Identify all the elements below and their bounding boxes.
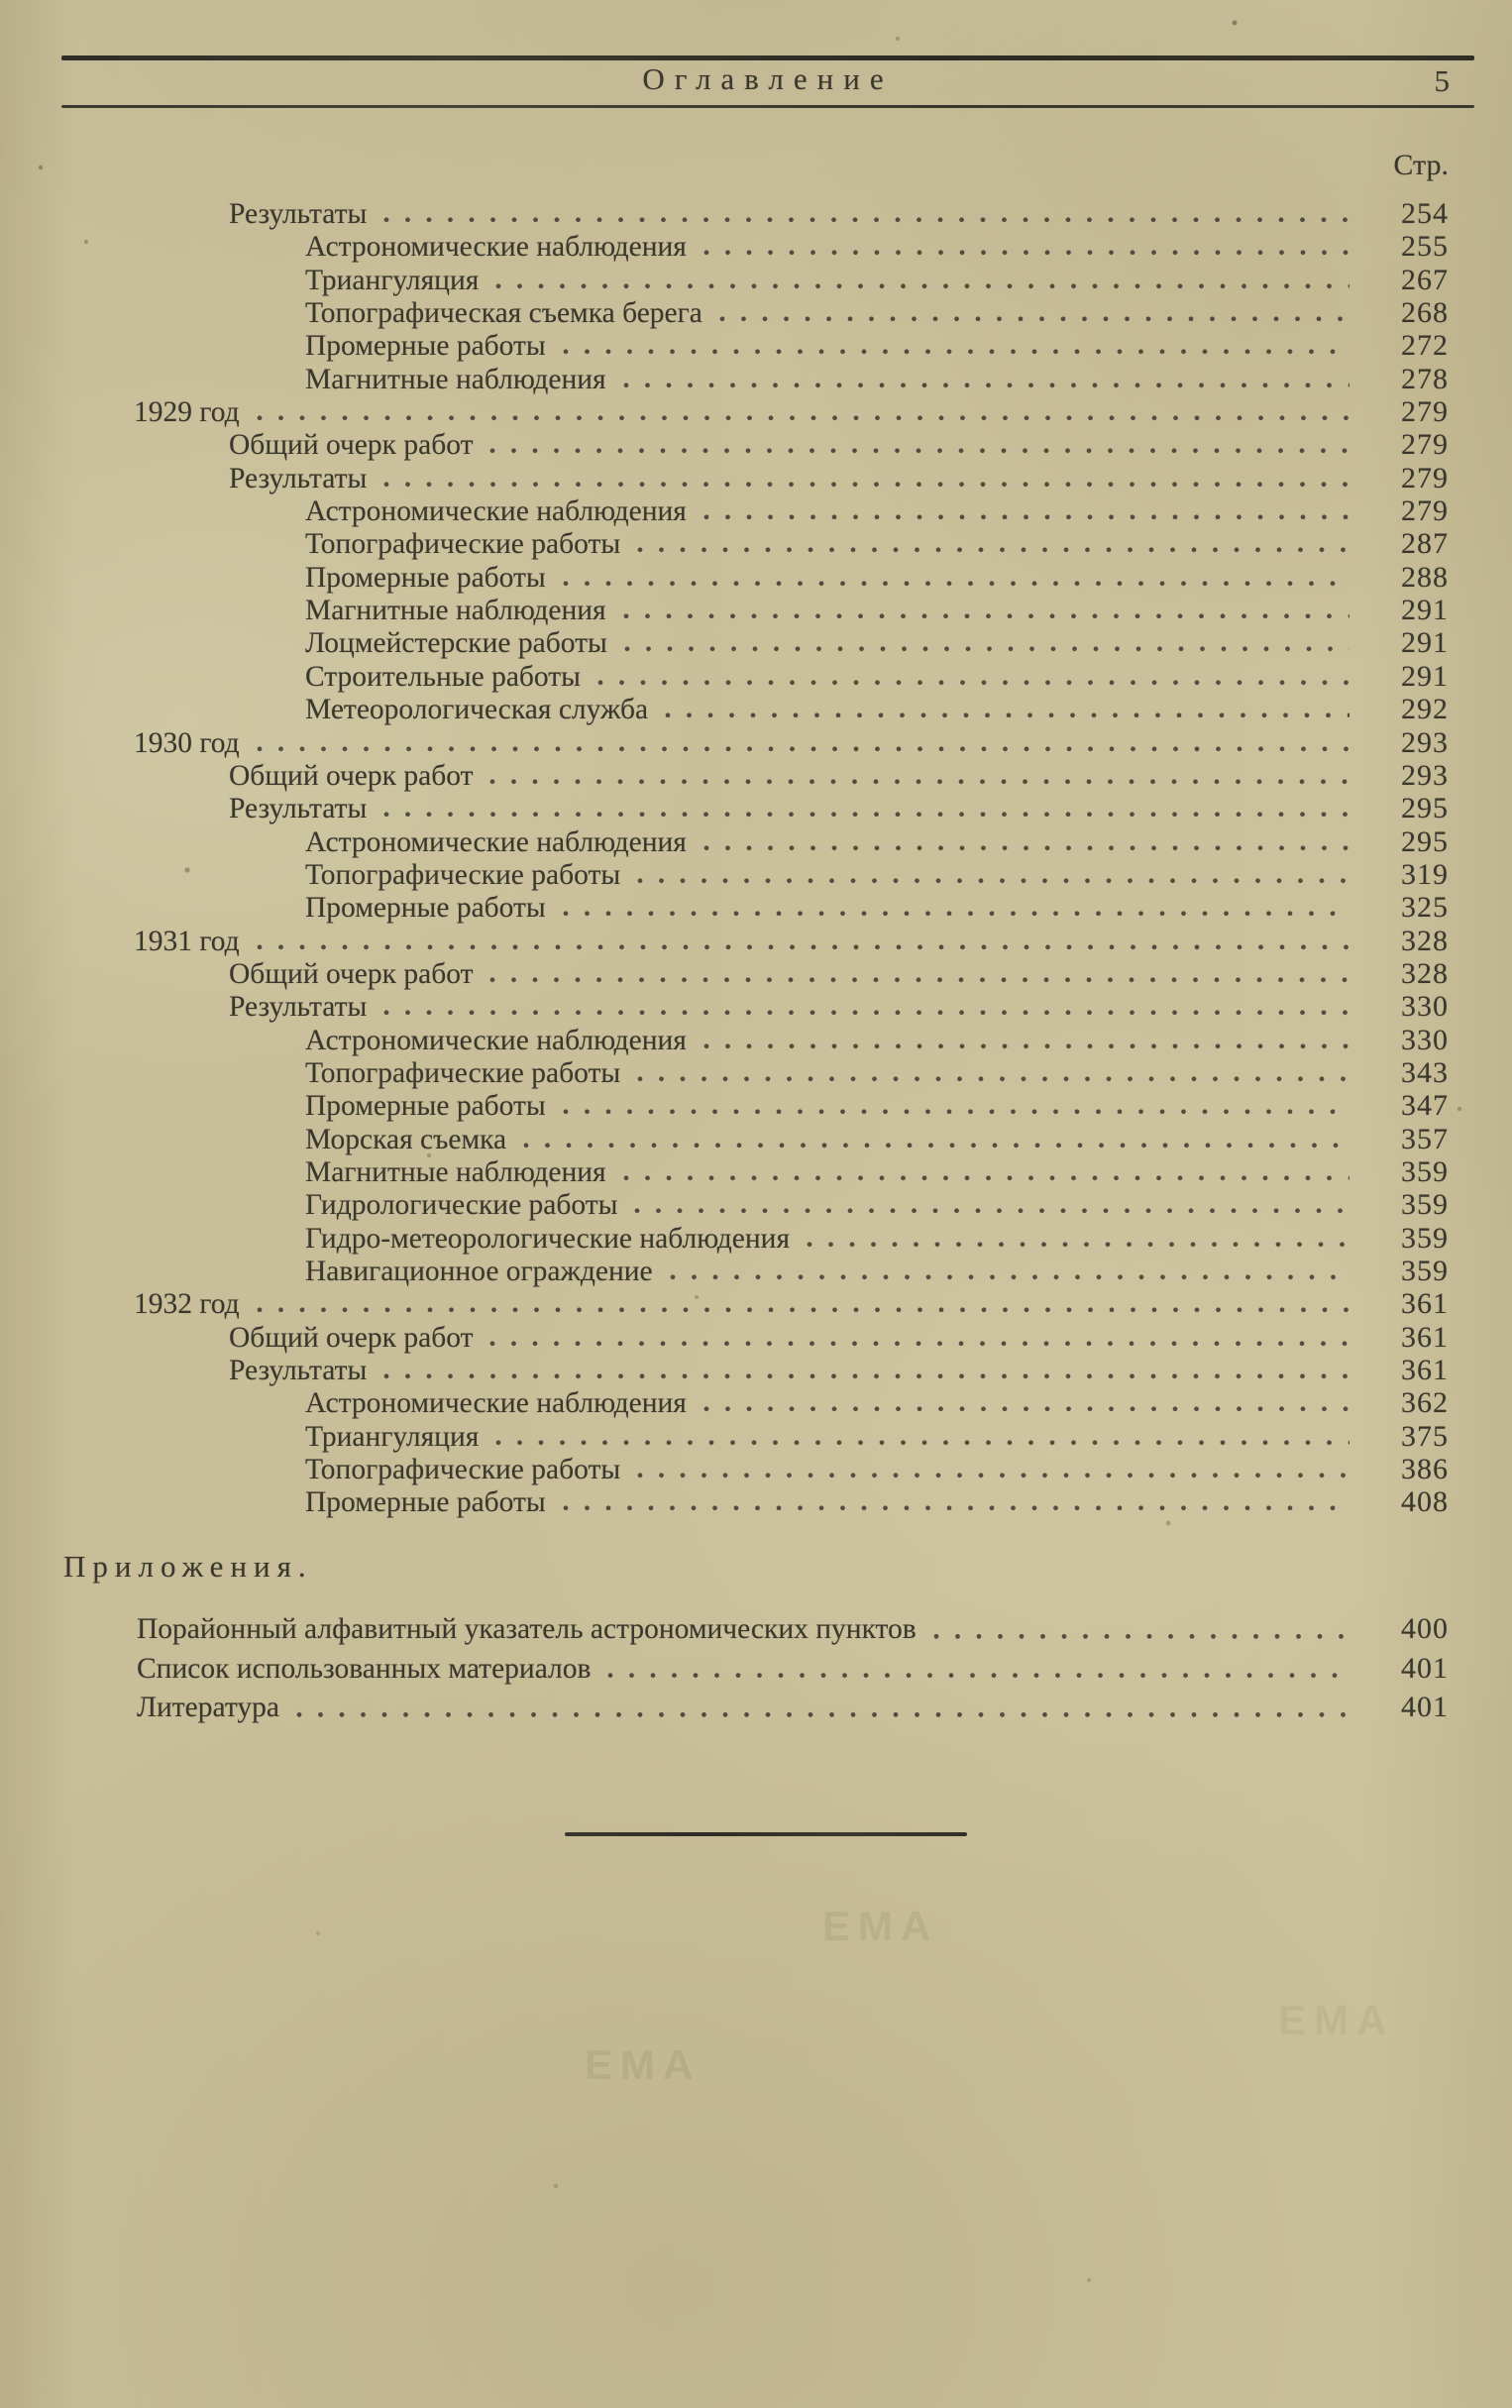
toc-entry-label: Общий очерк работ [229, 957, 474, 990]
dot-leader [483, 759, 1350, 792]
toc-row [0, 792, 1449, 824]
page-number: 5 [1434, 63, 1451, 98]
dot-leader [617, 626, 1350, 659]
dot-leader [250, 1287, 1350, 1320]
dot-leader [488, 264, 1350, 296]
toc-entry-label: Магнитные наблюдения [305, 595, 606, 627]
toc-entry-page: 293 [1401, 758, 1449, 792]
toc-row [0, 230, 1449, 263]
toc-entry-page: 293 [1401, 725, 1449, 759]
toc-entry-page: 401 [1401, 1651, 1449, 1685]
toc-row [0, 825, 1449, 858]
dot-leader [483, 957, 1350, 990]
toc-entry-page: 325 [1401, 891, 1449, 925]
toc-entry-label: Промерные работы [305, 330, 546, 363]
toc-entry-page: 401 [1401, 1691, 1449, 1723]
toc-row [0, 264, 1449, 296]
toc-entry-label: Промерные работы [305, 561, 546, 594]
toc-entry-page: 272 [1401, 329, 1449, 363]
toc-entry-page: 330 [1401, 990, 1449, 1024]
dot-leader [697, 1386, 1350, 1419]
dot-leader [250, 395, 1350, 428]
toc-entry-label: Общий очерк работ [229, 759, 474, 792]
toc-row [0, 561, 1449, 594]
toc-row [0, 858, 1449, 891]
toc-entry-page: 343 [1401, 1055, 1449, 1089]
toc-entry-label: Гидро-метеорологические наблюдения [305, 1222, 791, 1255]
paper-watermark: ЕМА [585, 2041, 702, 2088]
toc-entry-page: 292 [1401, 693, 1449, 726]
dot-leader [591, 660, 1350, 693]
toc-entry-page: 359 [1401, 1221, 1449, 1255]
toc-row [0, 891, 1449, 924]
toc-entry-label: Магнитные наблюдения [305, 1155, 606, 1188]
dot-leader [483, 1321, 1350, 1354]
toc-row [0, 925, 1449, 957]
dot-leader [630, 1453, 1350, 1485]
toc-row [0, 726, 1449, 759]
toc-row [0, 1321, 1449, 1354]
dot-leader [556, 1089, 1350, 1122]
dot-leader [697, 1024, 1350, 1056]
toc-entry-page: 386 [1401, 1453, 1449, 1486]
toc-entry-page: 362 [1401, 1386, 1449, 1420]
toc-entry-page: 255 [1401, 230, 1449, 264]
dot-leader [556, 1485, 1350, 1518]
dot-leader [658, 693, 1350, 725]
toc-row [0, 626, 1449, 659]
dot-leader [697, 494, 1350, 527]
dot-leader [627, 1188, 1350, 1221]
toc-entry-page: 295 [1401, 824, 1449, 858]
toc-row [0, 363, 1449, 395]
toc-entry-label: Результаты [229, 793, 368, 825]
dot-leader [663, 1255, 1350, 1287]
dot-leader [712, 296, 1350, 329]
toc-entry-label: Результаты [229, 198, 368, 230]
toc-entry-label: Порайонный алфавитный указатель астрономических пунктов [137, 1613, 917, 1645]
toc-row [0, 1485, 1449, 1518]
toc-entry-label: 1931 год [134, 925, 240, 957]
toc-entry-label: Навигационное ограждение [305, 1256, 653, 1287]
toc-entry-page: 279 [1401, 461, 1449, 494]
toc-entry-label: Строительные работы [305, 660, 581, 693]
toc-row [0, 1222, 1449, 1255]
paper-watermark: ЕМА [822, 1903, 939, 1949]
toc-row [0, 1255, 1449, 1287]
toc-row [0, 759, 1449, 792]
toc-entry-label: Результаты [229, 991, 368, 1024]
toc-row [0, 1024, 1449, 1056]
dot-leader [377, 990, 1350, 1023]
dot-leader [556, 329, 1350, 362]
toc-row [0, 1453, 1449, 1485]
toc-entry-label: Результаты [229, 1355, 368, 1387]
dot-leader [377, 792, 1350, 824]
toc-entry-page: 288 [1401, 560, 1449, 594]
toc-entry-page: 295 [1401, 792, 1449, 825]
dot-leader [556, 891, 1350, 924]
dot-leader [800, 1222, 1350, 1255]
toc-entry-label: 1932 год [134, 1288, 240, 1321]
toc-row [0, 1354, 1449, 1386]
toc-entry-page: 278 [1401, 362, 1449, 395]
toc-entry-page: 359 [1401, 1154, 1449, 1188]
dot-leader [616, 1155, 1350, 1188]
toc-row [0, 462, 1449, 494]
toc-row [0, 1123, 1449, 1155]
toc-entry-label: Астрономические наблюдения [305, 825, 687, 858]
toc-entry-label: Промерные работы [305, 892, 546, 925]
toc-row [0, 1649, 1449, 1689]
toc-row [0, 1155, 1449, 1188]
toc-row [0, 957, 1449, 990]
toc-row [0, 594, 1449, 626]
toc-entry-label: Магнитные наблюдения [305, 363, 606, 395]
toc-row [0, 1056, 1449, 1089]
toc-entry-label: Общий очерк работ [229, 429, 474, 462]
page-title: Оглавление [642, 61, 894, 96]
dot-leader [377, 1354, 1350, 1386]
dot-leader [926, 1609, 1350, 1649]
toc-entry-page: 268 [1401, 296, 1449, 330]
toc-row [0, 990, 1449, 1023]
toc-row [0, 527, 1449, 560]
toc-row [0, 329, 1449, 362]
dot-leader [556, 561, 1350, 594]
toc-entry-label: Общий очерк работ [229, 1321, 474, 1354]
toc-entry-page: 359 [1401, 1188, 1449, 1222]
toc-row [0, 296, 1449, 329]
toc-row [0, 1386, 1449, 1419]
toc-entry-page: 291 [1401, 594, 1449, 627]
toc-entry-label: Триангуляция [305, 1420, 480, 1453]
toc-entry-label: Литература [137, 1692, 279, 1723]
paper-specks [0, 0, 2, 2]
toc-entry-page: 361 [1401, 1287, 1449, 1321]
toc-row [0, 693, 1449, 725]
toc-row [0, 1287, 1449, 1320]
toc-entry-page: 361 [1401, 1320, 1449, 1354]
toc-entry-label: Результаты [229, 462, 368, 494]
dot-leader [616, 594, 1350, 626]
toc-entry-label: Топографические работы [305, 1454, 621, 1486]
toc-row [0, 1688, 1449, 1727]
toc-row [0, 1420, 1449, 1453]
page-column-header: Стр. [1393, 149, 1449, 181]
toc-entry-page: 330 [1401, 1023, 1449, 1056]
appendix-list [0, 1609, 1449, 1727]
dot-leader [289, 1688, 1350, 1727]
toc-entry-page: 359 [1401, 1255, 1449, 1287]
header-top-rule [61, 55, 1474, 60]
toc-entry-label: Лоцмейстерские работы [305, 627, 607, 660]
toc-entry-page: 328 [1401, 924, 1449, 957]
toc-entry-label: Астрономические наблюдения [305, 495, 687, 528]
toc-entry-page: 361 [1401, 1354, 1449, 1387]
paper-watermark: ЕМА [1278, 1997, 1395, 2043]
toc-entry-page: 291 [1401, 659, 1449, 693]
toc-row [0, 428, 1449, 461]
toc-entry-label: 1929 год [134, 396, 240, 429]
toc-entry-page: 279 [1401, 494, 1449, 528]
toc-entry-page: 279 [1401, 428, 1449, 462]
toc-entry-page: 328 [1401, 956, 1449, 990]
dot-leader [483, 428, 1350, 461]
toc-entry-label: Астрономические наблюдения [305, 231, 687, 264]
dot-leader [488, 1420, 1350, 1453]
toc-entry-page: 408 [1401, 1485, 1449, 1519]
appendix-heading: Приложения. [63, 1549, 313, 1584]
toc-entry-page: 291 [1401, 626, 1449, 660]
toc-row [0, 494, 1449, 527]
toc-entry-page: 375 [1401, 1419, 1449, 1453]
toc-entry-page: 319 [1401, 857, 1449, 891]
toc-row [0, 1188, 1449, 1221]
dot-leader [697, 825, 1350, 858]
toc-entry-page: 279 [1401, 395, 1449, 429]
dot-leader [600, 1649, 1350, 1689]
toc-entry-label: Астрономические наблюдения [305, 1024, 687, 1056]
dot-leader [697, 230, 1350, 263]
toc-entry-label: Триангуляция [305, 264, 480, 296]
dot-leader [250, 925, 1350, 957]
toc-row [0, 660, 1449, 693]
dot-leader [630, 858, 1350, 891]
toc-entry-label: Гидрологические работы [305, 1189, 618, 1222]
dot-leader [516, 1123, 1350, 1155]
toc-entry-label: Метеорологическая служба [305, 694, 649, 726]
toc-entry-label: Астрономические наблюдения [305, 1387, 687, 1420]
toc-entry-page: 400 [1401, 1612, 1449, 1645]
toc-entry-page: 347 [1401, 1089, 1449, 1123]
toc-entry-label: Промерные работы [305, 1090, 546, 1123]
toc-entry-page: 254 [1401, 197, 1449, 230]
toc-entry-label: Промерные работы [305, 1486, 546, 1519]
footer-divider [565, 1832, 967, 1836]
toc-entry-label: Топографические работы [305, 858, 621, 891]
dot-leader [630, 1056, 1350, 1089]
dot-leader [250, 726, 1350, 759]
toc-entry-label: Список использованных материалов [137, 1652, 592, 1685]
dot-leader [630, 527, 1350, 560]
toc-row [0, 1089, 1449, 1122]
toc-row [0, 1609, 1449, 1649]
toc-entry-label: Топографические работы [305, 528, 621, 561]
toc-entry-label: 1930 год [134, 726, 240, 759]
toc-row [0, 197, 1449, 230]
toc-entry-page: 287 [1401, 527, 1449, 561]
toc-entry-label: Топографическая съемка берега [305, 297, 702, 330]
dot-leader [377, 462, 1350, 494]
toc-entry-label: Морская съемка [305, 1123, 507, 1155]
toc-row [0, 395, 1449, 428]
toc-entry-page: 357 [1401, 1122, 1449, 1155]
toc-entry-label: Топографические работы [305, 1056, 621, 1089]
toc-list [0, 197, 1449, 1519]
dot-leader [377, 197, 1350, 230]
toc-entry-page: 267 [1401, 263, 1449, 296]
dot-leader [616, 363, 1350, 395]
header-bottom-rule [61, 105, 1474, 108]
